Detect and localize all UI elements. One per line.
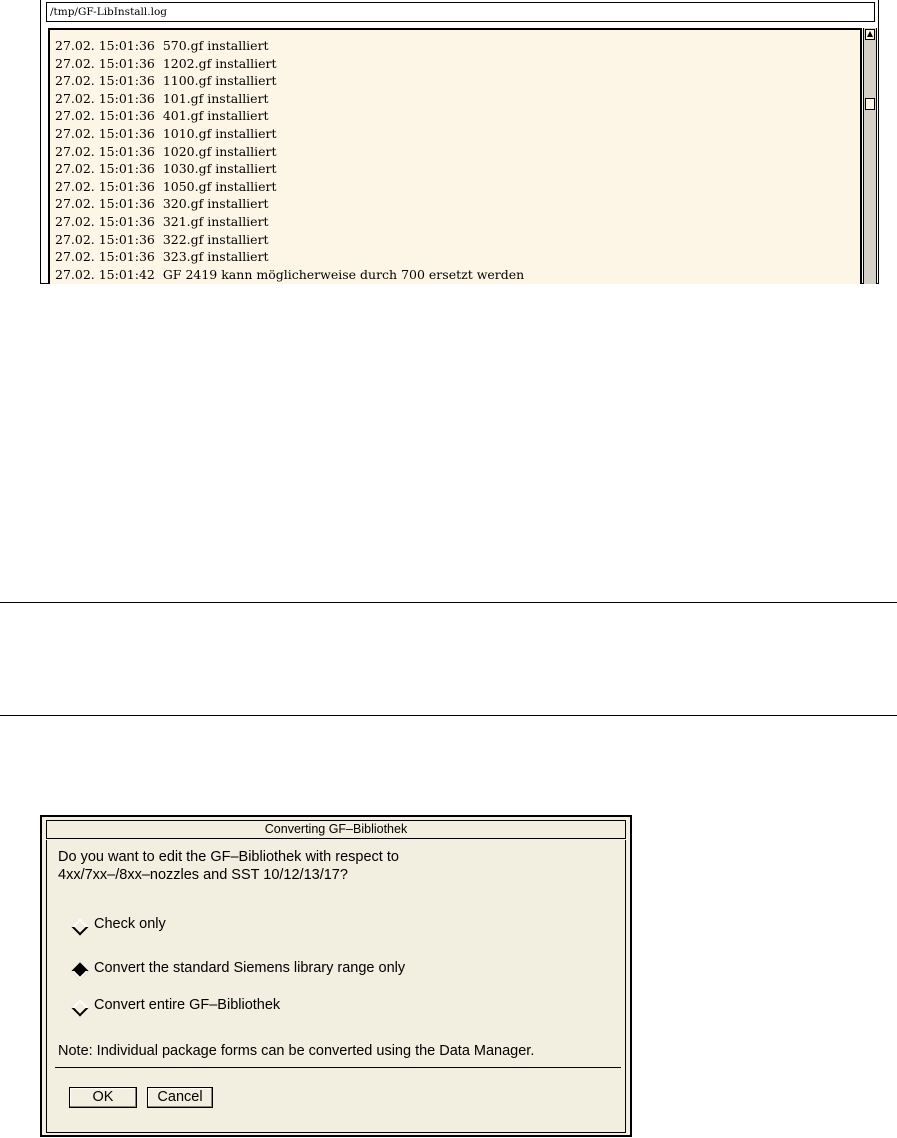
log-line: 27.02. 15:01:36 1100.gf installiert [55,73,277,89]
ok-button[interactable]: OK [69,1087,137,1108]
log-line: 27.02. 15:01:36 321.gf installiert [55,213,269,229]
log-line: 27.02. 15:01:36 1202.gf installiert [55,55,277,71]
radio-diamond-icon[interactable] [72,1000,89,1017]
log-line: 27.02. 15:01:36 322.gf installiert [55,231,269,247]
radio-label: Check only [94,916,166,932]
log-window [40,0,879,284]
dialog-note: Note: Individual package forms can be converted using the Data Manager. [58,1043,535,1059]
log-line: 27.02. 15:01:36 1050.gf installiert [55,178,277,194]
dialog-separator [55,1067,621,1068]
radio-label: Convert entire GF–Bibliothek [94,997,281,1013]
radio-diamond-selected-icon[interactable] [72,963,89,980]
log-line: 27.02. 15:01:36 1020.gf installiert [55,143,277,159]
scroll-thumb[interactable] [865,98,875,110]
dialog-body [46,840,626,1133]
horizontal-divider [0,602,897,603]
log-line: 27.02. 15:01:36 320.gf installiert [55,196,269,212]
log-text-area[interactable] [48,28,862,284]
convert-dialog [40,815,632,1137]
log-line: 27.02. 15:01:36 101.gf installiert [55,90,269,106]
vertical-scrollbar[interactable] [863,28,877,284]
dialog-question-line-1: Do you want to edit the GF–Bibliothek with respect to [58,849,399,865]
horizontal-divider [0,715,897,716]
log-line: 27.02. 15:01:42 GF 2419 kann möglicherweise durch 700 ersetzt werden [55,266,525,282]
scroll-up-arrow-icon[interactable] [865,29,875,40]
log-line: 27.02. 15:01:36 323.gf installiert [55,249,269,265]
log-line: 27.02. 15:01:36 570.gf installiert [55,38,269,53]
dialog-title: Converting GF–Bibliothek [46,820,626,839]
dialog-question-line-2: 4xx/7xx–/8xx–nozzles and SST 10/12/13/17? [58,867,348,883]
log-line: 27.02. 15:01:36 1010.gf installiert [55,125,277,141]
cancel-button[interactable]: Cancel [147,1087,213,1108]
radio-diamond-icon[interactable] [72,919,89,936]
log-file-path: /tmp/GF-LibInstall.log [46,2,875,22]
radio-label: Convert the standard Siemens library range only [94,960,406,976]
log-line: 27.02. 15:01:36 1030.gf installiert [55,161,277,177]
log-lines [55,37,524,283]
log-line: 27.02. 15:01:36 401.gf installiert [55,108,269,124]
